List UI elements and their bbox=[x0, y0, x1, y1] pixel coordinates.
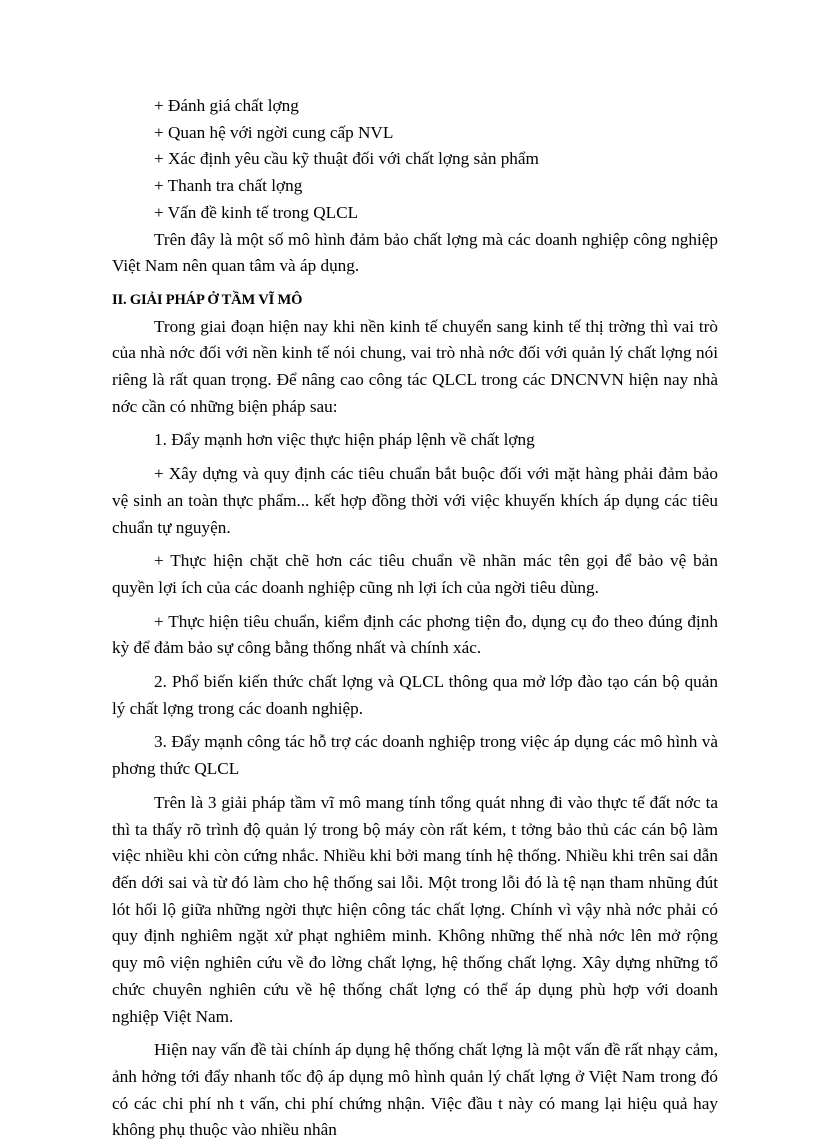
paragraph: Hiện nay vấn đề tài chính áp dụng hệ thống chất lợng là một vấn đề rất nhạy cảm, ảnh hởng tới đẩy nhanh tốc độ áp dụng mô hình quản lý chất lợng ở Việt Nam trong đó có các chi phí nh t vấn, chi phí chứng nhận. Việc đầu t này có mang lại hiệu quả hay không phụ thuộc vào nhiều nhân bbox=[112, 1040, 718, 1140]
section-heading: II. GIẢI PHÁP Ở TẦM VĨ MÔ bbox=[112, 291, 303, 308]
bullet-item: + Quan hệ với ngời cung cấp NVL bbox=[154, 122, 394, 142]
bullet-item: + Vấn đề kinh tế trong QLCL bbox=[154, 202, 359, 222]
paragraph: + Thực hiện chặt chẽ hơn các tiêu chuẩn về nhãn mác tên gọi để bảo vệ bản quyền lợi ích của các doanh nghiệp cũng nh lợi ích của ngời tiêu dùng. bbox=[112, 551, 718, 597]
paragraph: 1. Đẩy mạnh hơn việc thực hiện pháp lệnh về chất lợng bbox=[154, 430, 535, 450]
paragraph: + Thực hiện tiêu chuẩn, kiểm định các phơng tiện đo, dụng cụ đo theo đúng định kỳ để đảm bảo sự công bằng thống nhất và chính xác. bbox=[112, 611, 718, 658]
bullet-item: + Đánh giá chất lợng bbox=[154, 96, 299, 115]
bullet-item: + Thanh tra chất lợng bbox=[154, 176, 303, 196]
bullet-item: + Xác định yêu cầu kỹ thuật đối với chất lợng sản phẩm bbox=[154, 149, 539, 169]
document-body bbox=[112, 93, 718, 1144]
intro-paragraph: Trên đây là một số mô hình đảm bảo chất lợng mà các doanh nghiệp công nghiệp Việt Nam nên quan tâm và áp dụng. bbox=[112, 229, 718, 276]
paragraph: Trên là 3 giải pháp tầm vĩ mô mang tính tổng quát nhng đi vào thực tế đất nớc ta thì ta thấy rõ trình độ quản lý trong bộ máy còn rất kém, t tởng bảo thủ các cán bộ làm việc nhiều khi còn cứng nhắc. Nhiều khi bởi mang tính hệ thống. Nhiều khi trên sai dẫn đến dới sai và từ đó làm cho hệ thống sai lỗi. Một trong lỗi đó là tệ nạn tham nhũng đút lót hối lộ giữa những ngời thực hiện công tác chất lợng. Chính vì vậy nhà nớc phải có quy định nghiêm ngặt xử phạt nghiêm minh. Không những thế nhà nớc lên mở rộng quy mô viện nghiên cứu về đo lờng chất lợng, hệ thống chất lợng. Xây dựng những tổ chức chuyên nghiên cứu về hệ thống chất lợng có thể áp dụng phù hợp với doanh nghiệp Việt Nam. bbox=[112, 792, 718, 1026]
paragraph: 2. Phổ biến kiến thức chất lợng và QLCL thông qua mở lớp đào tạo cán bộ quản lý chất lợng trong các doanh nghiệp. bbox=[112, 672, 718, 718]
paragraph: + Xây dựng và quy định các tiêu chuẩn bắt buộc đối với mặt hàng phải đảm bảo vệ sinh an toàn thực phẩm... kết hợp đồng thời với việc khuyến khích áp dụng các tiêu chuẩn tự nguyện. bbox=[112, 464, 718, 537]
paragraph: Trong giai đoạn hiện nay khi nền kinh tế chuyển sang kinh tế thị trờng thì vai trò của nhà nớc đối với nền kinh tế nói chung, vai trò nhà nớc đối với quản lý chất lợng nói riêng là rất quan trọng. Để nâng cao công tác QLCL trong các DNCNVN hiện nay nhà nớc cần có những biện pháp sau: bbox=[112, 316, 718, 416]
paragraph: 3. Đẩy mạnh công tác hỗ trợ các doanh nghiệp trong việc áp dụng các mô hình và phơng thức QLCL bbox=[112, 732, 718, 779]
